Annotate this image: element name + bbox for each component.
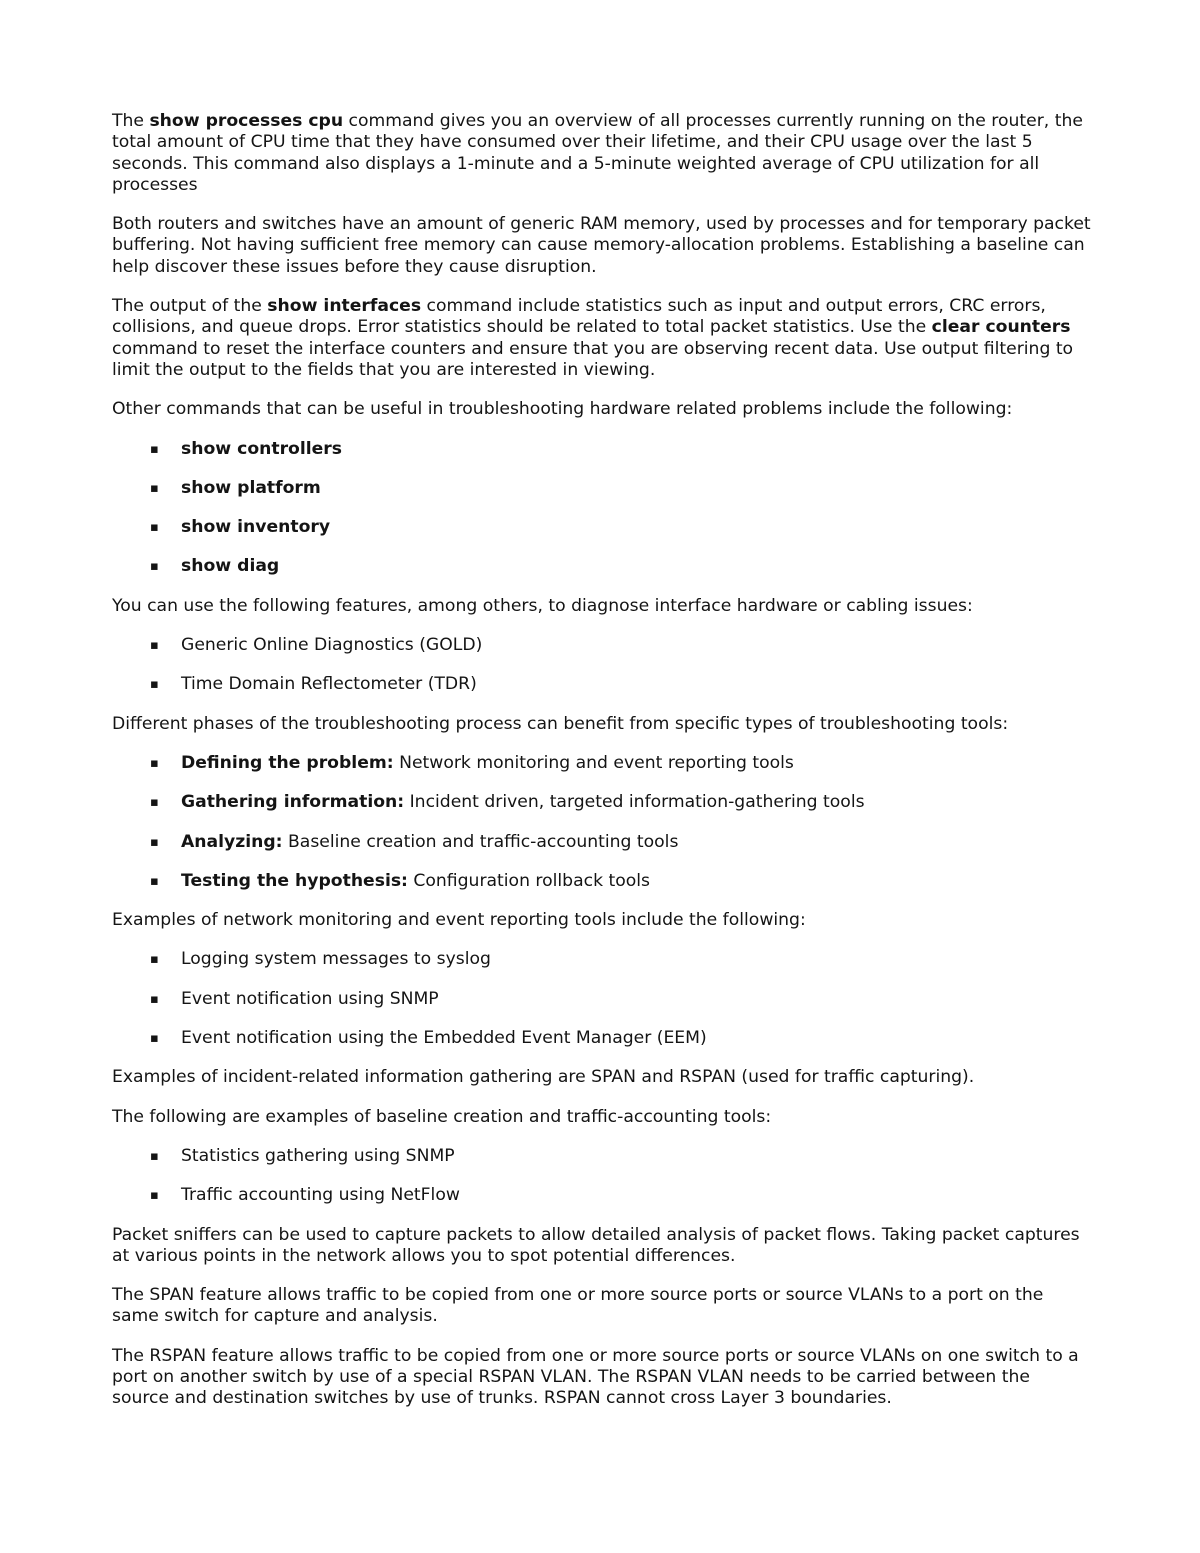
phase-term: Gathering information: — [181, 792, 405, 813]
phase-description: Incident driven, targeted information-gathering tools — [404, 792, 865, 813]
paragraph-other-commands-intro: Other commands that can be useful in troubleshooting hardware related problems include the following: — [112, 399, 1013, 420]
bullet-icon: ▪ — [150, 559, 159, 575]
phase-term: Testing the hypothesis: — [181, 870, 408, 891]
list-diagnostic-features — [112, 635, 1092, 696]
bullet-icon: ▪ — [150, 795, 159, 811]
command-name: show controllers — [181, 438, 343, 459]
document-page — [112, 111, 1092, 1428]
list-item — [112, 753, 1092, 774]
text-span: The output of the — [112, 296, 268, 317]
text-span: command include statistics such as input and output errors, CRC errors, collisions, and queue drops. Error statistics should be related to total packet statistics. Use the — [112, 296, 1046, 338]
text-span: command to reset the interface counters and ensure that you are observing recent data. Use output filtering to limit the output to the fields that you are interested in viewing. — [112, 338, 1074, 380]
phase-description: Network monitoring and event reporting tools — [393, 752, 794, 773]
phase-term: Analyzing: — [181, 831, 283, 852]
bullet-icon: ▪ — [150, 991, 159, 1007]
bullet-icon: ▪ — [150, 873, 159, 889]
list-item — [112, 556, 1092, 577]
list-item — [112, 871, 1092, 892]
bullet-icon: ▪ — [150, 520, 159, 536]
list-item — [112, 439, 1092, 460]
paragraph-packet-sniffers: Packet sniffers can be used to capture packets to allow detailed analysis of packet flows. Taking packet captures at various points in the network allows you to spot potential differences. — [112, 1224, 1080, 1266]
list-troubleshooting-phases — [112, 753, 1092, 892]
text-span: command gives you an overview of all processes currently running on the router, the total amount of CPU time that they have consumed over their lifetime, and their CPU usage over the last 5 seconds. This command also displays a 1-minute and a 5-minute weighted average of CPU utilization for all processes — [112, 111, 1083, 195]
list-item — [112, 989, 1092, 1010]
bullet-icon: ▪ — [150, 1148, 159, 1164]
command-show-processes-cpu: show processes cpu — [149, 111, 344, 131]
bullet-icon: ▪ — [150, 638, 159, 654]
list-item-text: Statistics gathering using SNMP — [181, 1145, 455, 1166]
list-hardware-commands — [112, 439, 1092, 578]
phase-description: Baseline creation and traffic-accounting tools — [282, 831, 679, 852]
bullet-icon: ▪ — [150, 1031, 159, 1047]
command-show-interfaces: show interfaces — [267, 296, 422, 317]
list-item-text: Time Domain Reflectometer (TDR) — [181, 674, 477, 695]
phase-description: Configuration rollback tools — [407, 870, 650, 891]
list-item — [112, 478, 1092, 499]
paragraph-rspan-feature: The RSPAN feature allows traffic to be copied from one or more source ports or source VLANs on one switch to a port on another switch by use of a special RSPAN VLAN. The RSPAN VLAN needs to be carried between the source and destination switches by use of trunks. RSPAN cannot cross Layer 3 boundaries. — [112, 1345, 1079, 1409]
list-item — [112, 1146, 1092, 1167]
paragraph-monitoring-intro: Examples of network monitoring and event reporting tools include the following: — [112, 910, 806, 931]
list-monitoring-tools — [112, 949, 1092, 1049]
list-item — [112, 674, 1092, 695]
bullet-icon: ▪ — [150, 952, 159, 968]
list-item — [112, 635, 1092, 656]
paragraph-phases-intro: Different phases of the troubleshooting process can benefit from specific types of troubleshooting tools: — [112, 713, 1009, 734]
text-span: The — [112, 111, 150, 131]
paragraph-baseline-intro: The following are examples of baseline creation and traffic-accounting tools: — [112, 1106, 772, 1127]
bullet-icon: ▪ — [150, 834, 159, 850]
command-name: show platform — [181, 477, 321, 498]
list-item — [112, 1028, 1092, 1049]
paragraph-features-intro: You can use the following features, among others, to diagnose interface hardware or cabling issues: — [112, 595, 973, 616]
list-item — [112, 949, 1092, 970]
bullet-icon: ▪ — [150, 677, 159, 693]
phase-term: Defining the problem: — [181, 752, 394, 773]
list-item — [112, 832, 1092, 853]
list-item — [112, 1185, 1092, 1206]
list-item-text: Logging system messages to syslog — [181, 949, 491, 970]
paragraph-ram-memory: Both routers and switches have an amount of generic RAM memory, used by processes and for temporary packet buffering. Not having sufficient free memory can cause memory-allocation problems. Establishing a baseline can help discover these issues before they cause disruption. — [112, 214, 1091, 277]
command-name: show inventory — [181, 517, 331, 538]
bullet-icon: ▪ — [150, 1188, 159, 1204]
list-item-text: Event notification using SNMP — [181, 988, 439, 1009]
list-item-text: Event notification using the Embedded Event Manager (EEM) — [181, 1028, 707, 1049]
bullet-icon: ▪ — [150, 755, 159, 771]
list-item-text: Generic Online Diagnostics (GOLD) — [181, 635, 483, 656]
list-item — [112, 792, 1092, 813]
list-baseline-tools — [112, 1146, 1092, 1207]
paragraph-incident-examples: Examples of incident-related information gathering are SPAN and RSPAN (used for traffic capturing). — [112, 1067, 975, 1088]
list-item-text: Traffic accounting using NetFlow — [181, 1185, 460, 1206]
paragraph-span-feature: The SPAN feature allows traffic to be copied from one or more source ports or source VLANs to a port on the same switch for capture and analysis. — [112, 1285, 1044, 1327]
command-clear-counters: clear counters — [931, 317, 1071, 338]
bullet-icon: ▪ — [150, 480, 159, 496]
paragraph-show-processes-cpu — [112, 111, 1092, 196]
paragraph-show-interfaces — [112, 296, 1092, 381]
bullet-icon: ▪ — [150, 441, 159, 457]
list-item — [112, 517, 1092, 538]
command-name: show diag — [181, 556, 280, 577]
